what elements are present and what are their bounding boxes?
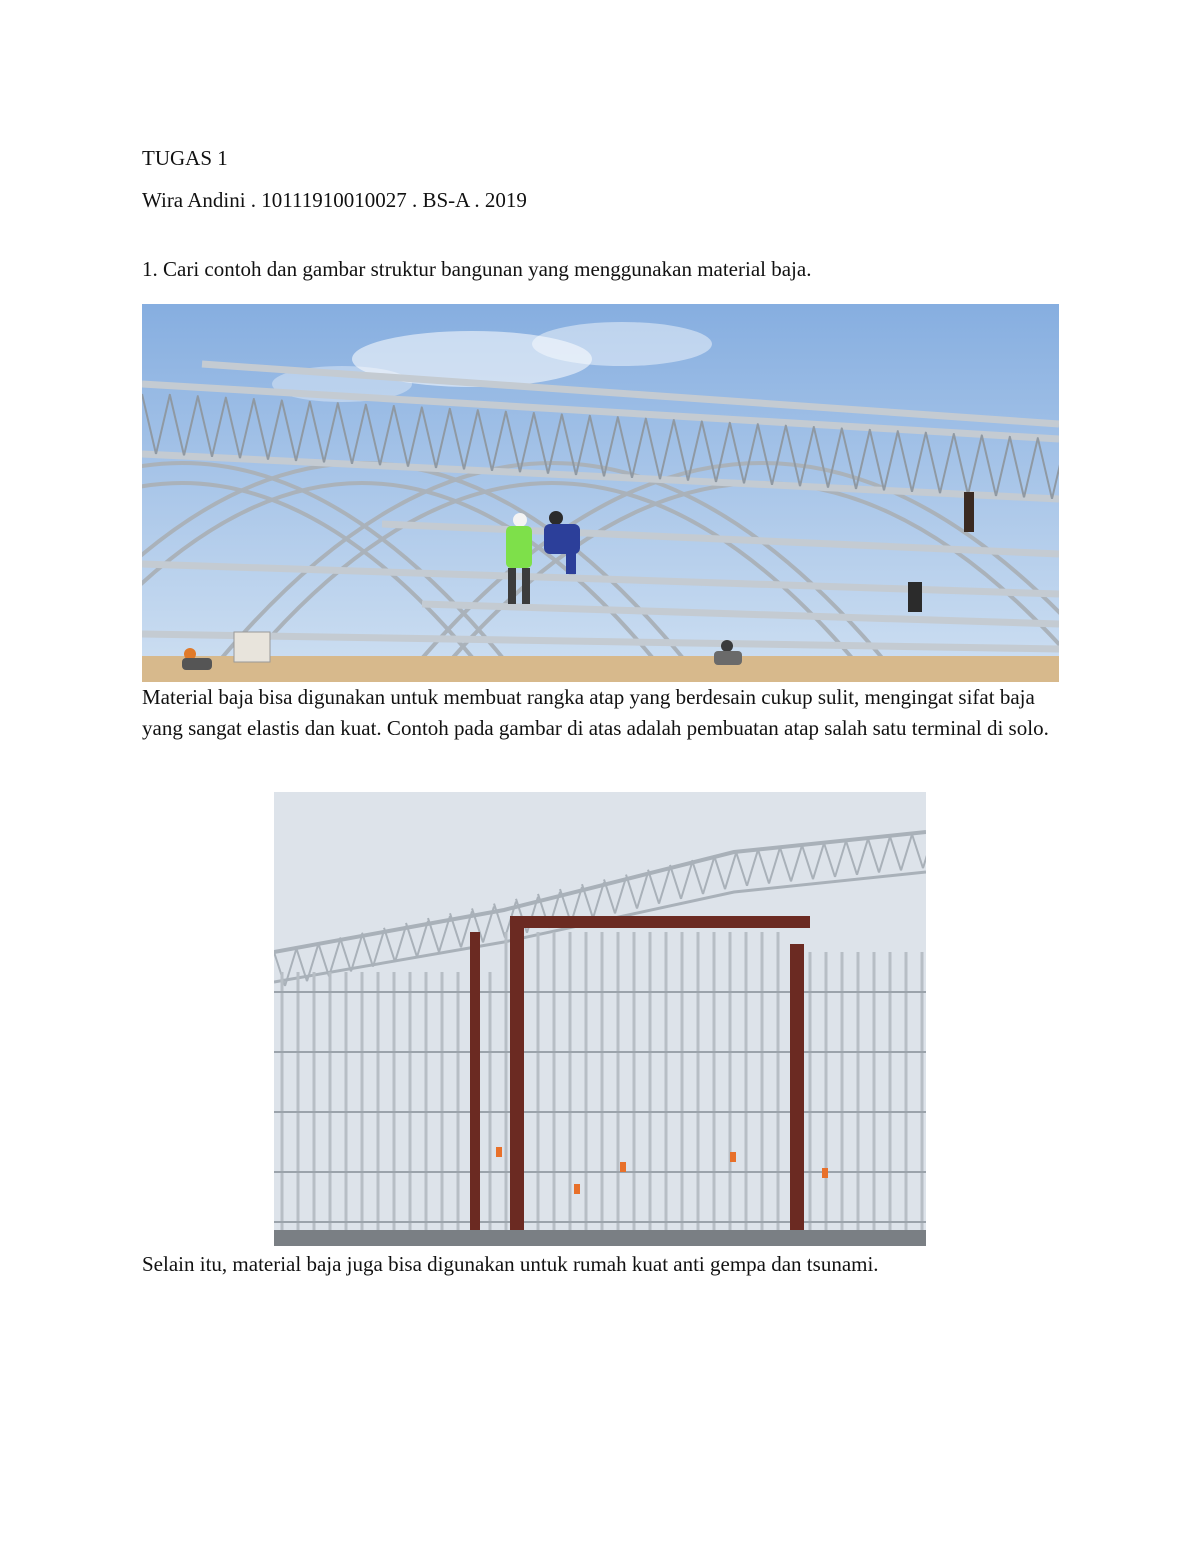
question-1: 1. Cari contoh dan gambar struktur bangunan yang menggunakan material baja. [142, 257, 812, 281]
photo-steel-house-frame [274, 792, 926, 1246]
caption-2: Selain itu, material baja juga bisa digunakan untuk rumah kuat anti gempa dan tsunami. [142, 1252, 879, 1276]
author-line: Wira Andini . 10111910010027 . BS-A . 2019 [142, 188, 527, 212]
steel-roof-illustration [142, 304, 1059, 682]
photo-steel-roof-terminal [142, 304, 1059, 682]
caption-1: Material baja bisa digunakan untuk membuat rangka atap yang berdesain cukup sulit, mengingat sifat baja yang sangat elastis dan kuat. Contoh pada gambar di atas adalah pembuatan atap salah satu terminal di solo. [142, 685, 1049, 740]
steel-house-frame-illustration [274, 792, 926, 1246]
document-title: TUGAS 1 [142, 146, 228, 170]
